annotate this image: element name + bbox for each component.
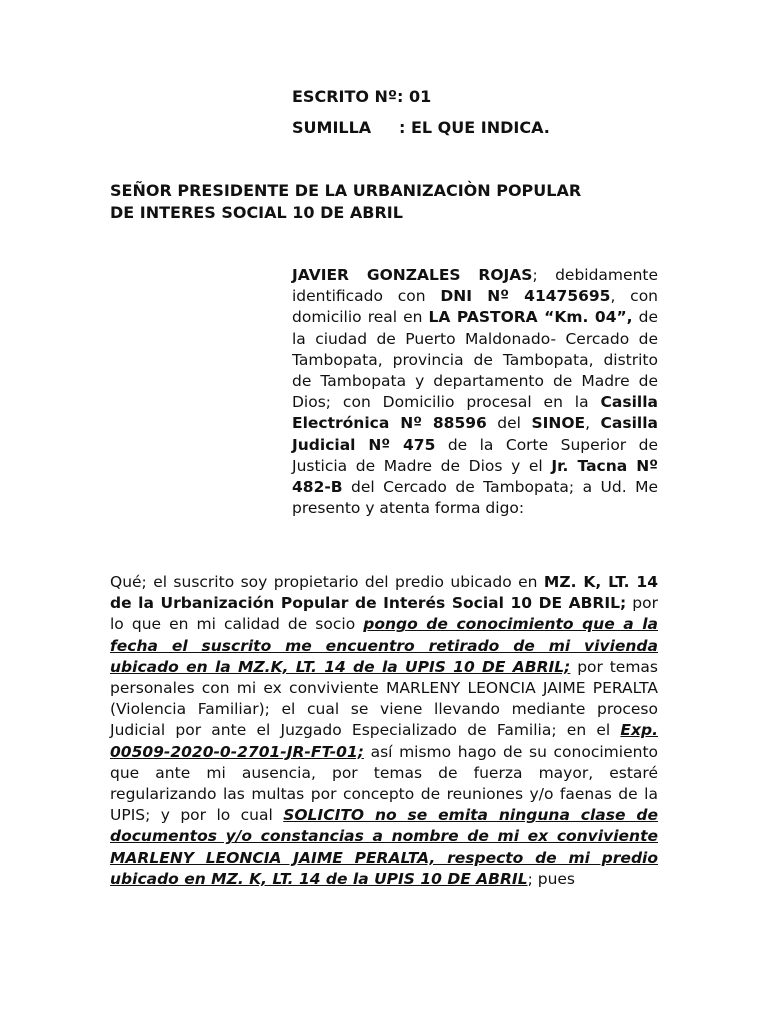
petitioner-name: JAVIER GONZALES ROJAS <box>292 266 533 284</box>
intro-text-6: del Cercado de Tambopata; a Ud. Me presento y atenta forma digo: <box>292 478 658 518</box>
intro-text-5: de la Corte Superior de Justicia de Madre de Dios y el <box>292 435 658 475</box>
body-text-1: Qué; el suscrito soy propietario del predio ubicado en <box>110 573 544 591</box>
casilla-judicial: Casilla Judicial Nº 475 <box>292 414 658 454</box>
intro-paragraph: JAVIER GONZALES ROJAS; debidamente identificado con DNI Nº 41475695, con domicilio real en LA PASTORA “Km. 04”, de la ciudad de Puerto Maldonado- Cercado de Tambopata, provincia de Tambopata, distrito de Tambopata y departamento de Madre de Dios; con Domicilio procesal en la Casilla Electrónica Nº 88596 del SINOE, Casilla Judicial Nº 475 de la Corte Superior de Justicia de Madre de Dios y el Jr. Tacna Nº 482-B del Cercado de Tambopata; a Ud. Me presento y atenta forma digo: <box>292 266 659 518</box>
addressee-block <box>110 180 658 224</box>
body-text-4: así mismo hago de su conocimiento que ante mi ausencia, por temas de fuerza mayor, estaré regularizando las multas por concepto de reuniones y/o faenas de la UPIS; y por lo cual <box>110 742 658 825</box>
sumilla-line: SUMILLA : EL QUE INDICA. <box>292 118 550 137</box>
dni-number: DNI Nº 41475695 <box>440 287 611 306</box>
escrito-number: ESCRITO Nº: 01 <box>292 87 432 106</box>
casilla-electronica: Casilla Electrónica Nº 88596 <box>292 393 658 433</box>
addressee-line-1: SEÑOR PRESIDENTE DE LA URBANIZACIÒN POPULAR <box>110 181 582 200</box>
case-file-number: Exp. 00509-2020-0-2701-JR-FT-01; <box>110 721 658 761</box>
sinoe-label: SINOE <box>531 414 586 433</box>
body-text-2: por lo que en mi calidad de socio <box>110 594 658 634</box>
procedural-address: Jr. Tacna Nº 482-B <box>292 456 659 497</box>
domicile-location: LA PASTORA “Km. 04”, <box>428 308 633 327</box>
main-paragraph <box>110 572 658 890</box>
body-text-3: por temas personales con mi ex conviviente MARLENY LEONCIA JAIME PERALTA (Violencia Familiar); el cual se viene llevando mediante proceso Judicial por ante el Juzgado Especializado de Familia; en el <box>110 657 658 740</box>
intro-text-1: debidamente identificado con <box>292 266 659 306</box>
body-text-5: ; pues <box>527 869 576 888</box>
addressee-line-2: DE INTERES SOCIAL 10 DE ABRIL <box>110 203 403 222</box>
intro-text-2: , con domicilio real en <box>292 287 658 327</box>
property-location: MZ. K, LT. 14 de la Urbanización Popular de Interés Social 10 DE ABRIL; <box>110 573 658 613</box>
intro-text-3: de la ciudad de Puerto Maldonado- Cercado de Tambopata, provincia de Tambopata, distrito de Tambopata y departamento de Madre de Dios; con Domicilio procesal en la <box>292 308 658 412</box>
notice-statement: pongo de conocimiento que a la fecha el suscrito me encuentro retirado de mi vivienda ubicado en la MZ.K, LT. 14 de la UPIS 10 DE ABRIL; <box>110 615 659 676</box>
intro-text-4: del <box>486 414 532 433</box>
request-statement: SOLICITO no se emita ninguna clase de documentos y/o constancias a nombre de mi ex conviviente MARLENY LEONCIA JAIME PERALTA, respecto de mi predio ubicado en MZ. K, LT. 14 de la UPIS 10 DE ABRIL <box>110 806 658 888</box>
